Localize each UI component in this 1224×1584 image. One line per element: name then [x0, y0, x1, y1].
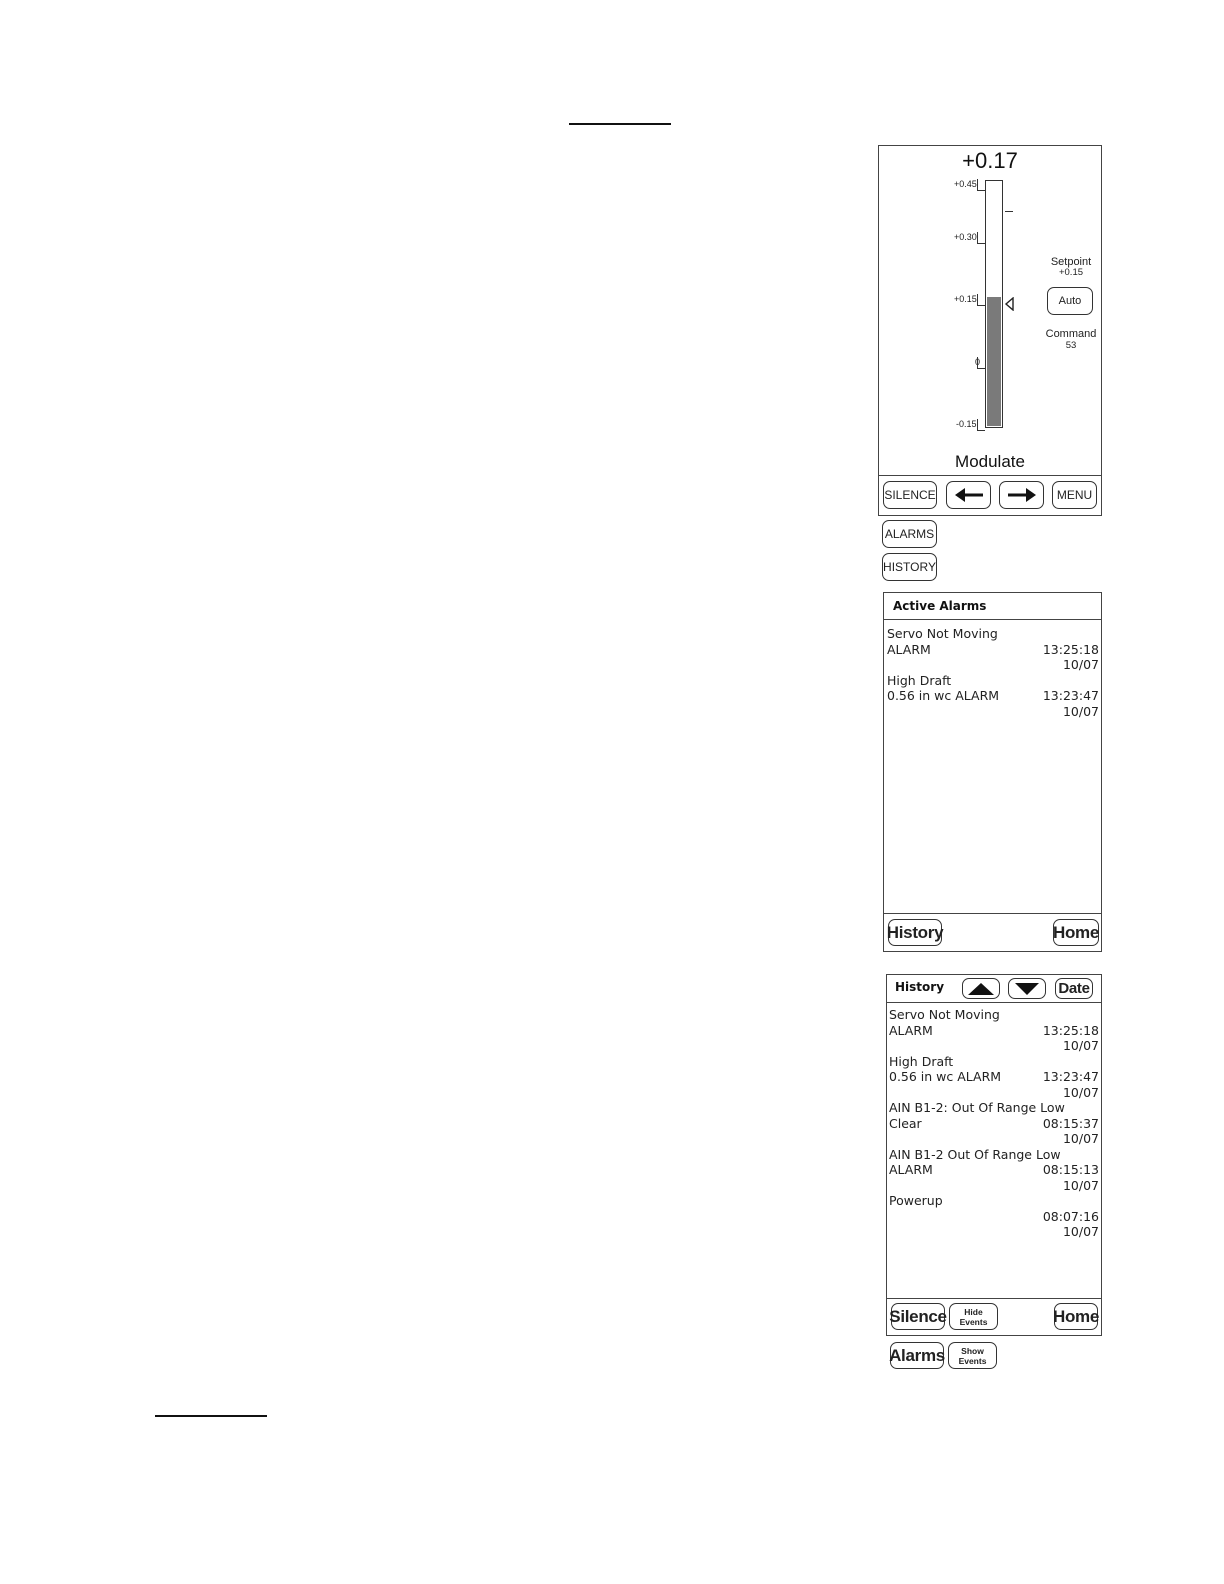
active-alarms-screen	[883, 592, 1102, 952]
silence-button[interactable]: SILENCE	[883, 481, 937, 509]
event-name: Powerup	[889, 1193, 943, 1208]
tick-mark	[977, 368, 985, 369]
alarm-status: ALARM	[887, 641, 931, 657]
event-name: AIN B1-2: Out Of Range Low	[889, 1100, 1065, 1115]
event-time: 13:23:47	[1042, 1069, 1099, 1084]
tick-label: -0.15	[956, 419, 977, 429]
hide-events-label-2: Events	[959, 1316, 988, 1327]
gauge-fill	[987, 297, 1001, 426]
mode-label: Modulate	[955, 452, 1025, 471]
history-screen	[886, 974, 1102, 1336]
footer-divider	[887, 1298, 1101, 1299]
event-date: 10/07	[1062, 1224, 1099, 1239]
gauge-bar	[985, 180, 1003, 428]
setpoint-pointer-icon	[1004, 297, 1014, 311]
top-rule	[569, 123, 671, 125]
header-divider	[884, 619, 1101, 620]
tick-label: 0	[975, 357, 981, 367]
bottom-rule	[155, 1415, 267, 1417]
alarm-time: 13:23:47	[1042, 688, 1099, 703]
triangle-up-icon	[968, 983, 994, 995]
dashboard-screen	[878, 145, 1102, 516]
alarm-status: 0.56 in wc ALARM	[887, 688, 1000, 703]
list-item[interactable]	[887, 673, 1101, 720]
alarms-button[interactable]: ALARMS	[882, 520, 937, 548]
command-label: Command	[1045, 328, 1097, 340]
list-item[interactable]	[889, 1054, 1101, 1101]
tick-mark	[977, 179, 978, 190]
tick-mark	[977, 243, 985, 244]
scroll-down-button[interactable]	[1008, 978, 1046, 999]
event-time: 13:25:18	[1042, 1022, 1099, 1038]
tick-mark	[977, 430, 985, 431]
alarm-name: High Draft	[887, 672, 952, 688]
header-divider	[887, 1002, 1101, 1003]
list-item[interactable]	[889, 1193, 1101, 1240]
list-item[interactable]	[887, 626, 1101, 673]
current-value: +0.17	[962, 148, 1018, 173]
tick-mark	[977, 232, 978, 243]
alarm-name: Servo Not Moving	[887, 626, 998, 641]
event-time: 08:15:37	[1042, 1115, 1099, 1131]
tick-mark	[977, 190, 985, 191]
alarm-date: 10/07	[1062, 703, 1099, 719]
event-date: 10/07	[1062, 1038, 1099, 1053]
show-events-label-2: Events	[958, 1355, 987, 1366]
history-nav-button[interactable]: History	[888, 919, 942, 946]
home-button-history[interactable]: Home	[1054, 1303, 1098, 1330]
event-date: 10/07	[1062, 1177, 1099, 1193]
event-time: 08:07:16	[1042, 1208, 1099, 1224]
footer-divider	[884, 913, 1101, 914]
event-status: Clear	[889, 1115, 922, 1131]
event-name: AIN B1-2 Out Of Range Low	[889, 1146, 1061, 1162]
event-status: ALARM	[889, 1022, 933, 1038]
command-value: 53	[1065, 340, 1077, 351]
setpoint-value: +0.15	[1058, 267, 1084, 278]
event-time: 08:15:13	[1042, 1162, 1099, 1177]
limit-mark	[1005, 211, 1013, 212]
tick-label: +0.45	[954, 179, 977, 189]
list-item[interactable]	[889, 1100, 1101, 1147]
tick-label: +0.15	[954, 294, 977, 304]
list-item[interactable]	[889, 1007, 1101, 1054]
back-button[interactable]	[946, 481, 991, 509]
tick-mark	[975, 357, 981, 368]
event-status: ALARM	[889, 1162, 933, 1177]
show-events-label-1: Show	[961, 1345, 984, 1356]
event-status: 0.56 in wc ALARM	[889, 1069, 1002, 1084]
alarms-nav-button[interactable]: Alarms	[890, 1342, 944, 1369]
dashboard-button-bar	[879, 475, 1101, 476]
tick-label: +0.30	[954, 232, 977, 242]
arrow-right-icon	[1006, 486, 1038, 504]
alarm-date: 10/07	[1062, 657, 1099, 672]
arrow-left-icon	[953, 486, 985, 504]
active-alarms-title: Active Alarms	[893, 599, 987, 613]
date-button[interactable]: Date	[1055, 978, 1093, 999]
event-date: 10/07	[1062, 1131, 1099, 1146]
auto-button[interactable]: Auto	[1047, 287, 1093, 315]
alarm-time: 13:25:18	[1042, 641, 1099, 657]
hide-events-button[interactable]	[949, 1303, 998, 1330]
scroll-up-button[interactable]	[962, 978, 1000, 999]
tick-mark	[977, 305, 985, 306]
event-name: Servo Not Moving	[889, 1007, 1000, 1022]
history-button[interactable]: HISTORY	[882, 553, 937, 581]
show-events-button[interactable]	[948, 1342, 997, 1369]
list-item[interactable]	[889, 1147, 1101, 1194]
forward-button[interactable]	[999, 481, 1044, 509]
event-date: 10/07	[1062, 1084, 1099, 1100]
menu-button[interactable]: MENU	[1052, 481, 1097, 509]
triangle-down-icon	[1015, 983, 1039, 995]
hide-events-label-1: Hide	[964, 1306, 983, 1317]
history-title: History	[895, 980, 945, 994]
tick-mark	[977, 419, 978, 430]
silence-button-history[interactable]: Silence	[891, 1303, 945, 1330]
setpoint-label: Setpoint	[1050, 256, 1092, 268]
tick-mark	[977, 294, 978, 305]
home-button[interactable]: Home	[1053, 919, 1099, 946]
event-name: High Draft	[889, 1053, 954, 1069]
